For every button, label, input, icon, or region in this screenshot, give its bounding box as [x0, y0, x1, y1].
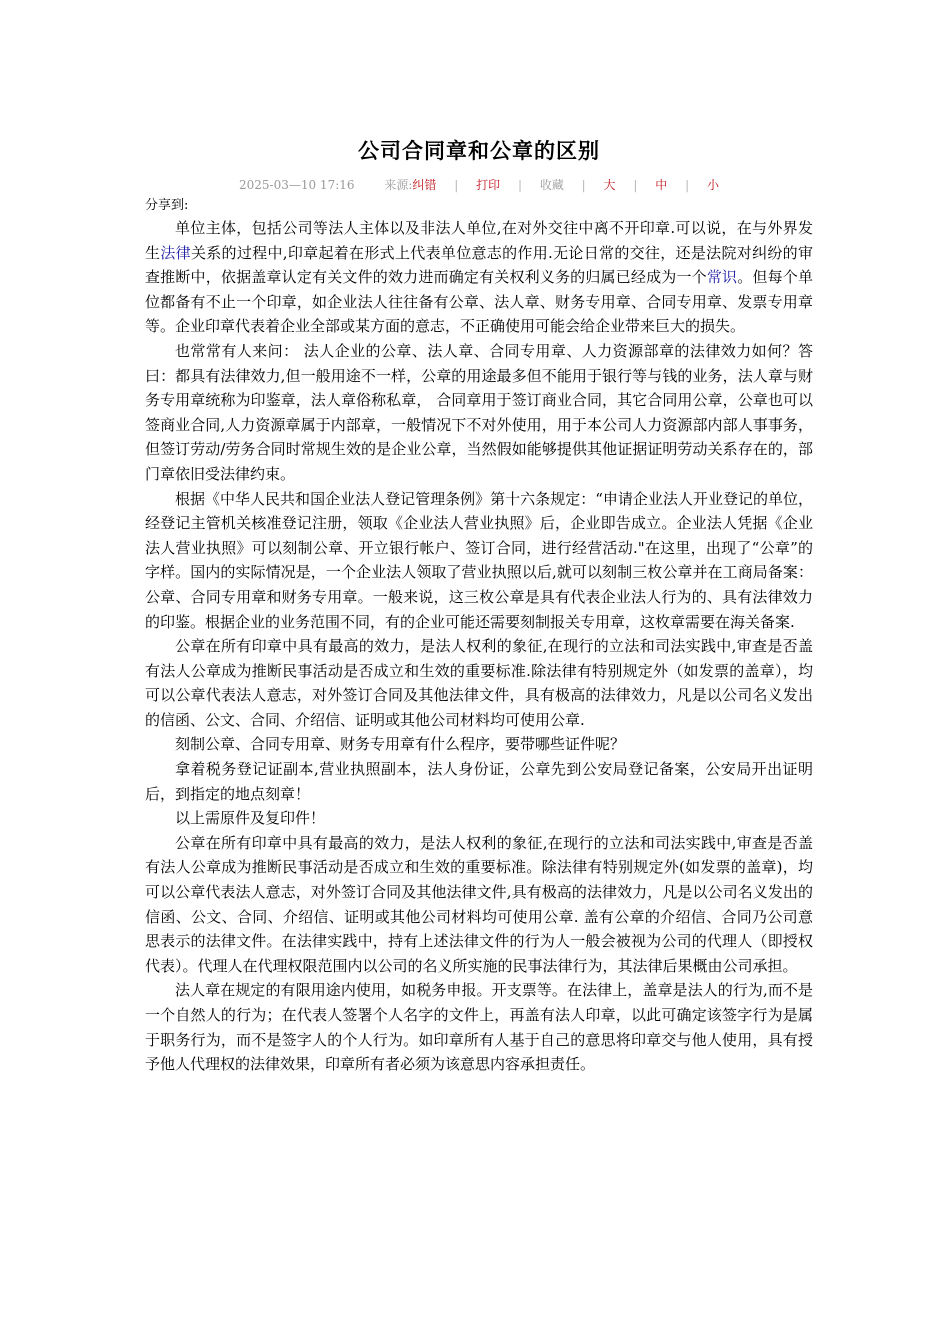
correction-link[interactable]: 纠错 — [412, 178, 437, 192]
font-small-link[interactable]: 小 — [706, 178, 719, 192]
article-page — [145, 136, 813, 1077]
article-body — [145, 216, 813, 1077]
paragraph: 以上需原件及复印件！ — [175, 809, 326, 828]
font-medium-link[interactable]: 中 — [655, 178, 668, 192]
meta-separator: | — [454, 178, 459, 192]
law-link[interactable]: 法律 — [160, 243, 191, 262]
source-label: 来源: — [384, 178, 413, 192]
print-link[interactable]: 打印 — [476, 178, 501, 192]
paragraph-text: 关系的过程中,印章起着在形式上代表单位意志的作用.无论日常的交往，还是法院对纠纷的审查推断中，依据盖章认定有关文件的效力进而确定有关权利义务的归属已经成为一个 — [145, 243, 813, 287]
article-meta — [145, 176, 813, 194]
meta-separator: | — [685, 178, 690, 192]
share-label: 分享到: — [145, 198, 189, 213]
meta-separator: | — [517, 178, 522, 192]
paragraph: 拿着税务登记证副本,营业执照副本，法人身份证，公章先到公安局登记备案，公安局开出证明后，到指定的地点刻章！ — [145, 760, 813, 803]
paragraph: 刻制公章、合同专用章、财务专用章有什么程序，要带哪些证件呢？ — [175, 735, 626, 754]
paragraph: 也常常有人来问： 法人企业的公章、法人章、合同专用章、人力资源部章的法律效力如何？答曰：都具有法律效力,但一般用途不一样，公章的用途最多但不能用于银行等与钱的业务，法人章与财务专用章统称为印鉴章，法人章俗称私章， 合同章用于签订商业合同，其它合同用公章，公章也可以签商业合同,人力资源章属于内部章，一般情况下不对外使用，用于本公司人力资源部内部人事事务，但签订劳动/劳务合同时常规生效的是企业公章，当然假如能够提供其他证据证明劳动关系存在的，部门章依旧受法律约束。 — [145, 341, 813, 483]
font-large-link[interactable]: 大 — [603, 178, 616, 192]
paragraph: 公章在所有印章中具有最高的效力，是法人权利的象征,在现行的立法和司法实践中,审查是否盖有法人公章成为推断民事活动是否成立和生效的重要标准.除法律有特别规定外（如发票的盖章），均可以公章代表法人意志，对外签订合同及其他法律文件，具有极高的法律效力，凡是以公司名义发出的信函、公文、合同、介绍信、证明或其他公司材料均可使用公章. — [145, 637, 813, 729]
paragraph: 根据《中华人民共和国企业法人登记管理条例》第十六条规定：“申请企业法人开业登记的单位，经登记主管机关核准登记注册，领取《企业法人营业执照》后，企业即告成立。企业法人凭据《企业法人营业执照》可以刻制公章、开立银行帐户、签订合同，进行经营活动."在这里，出现了“公章”的字样。国内的实际情况是，一个企业法人领取了营业执照以后,就可以刻制三枚公章并在工商局备案：公章、合同专用章和财务专用章。一般来说，这三枚公章是具有代表企业法人行为的、具有法律效力的印鉴。根据企业的业务范围不同，有的企业可能还需要刻制报关专用章，这枚章需要在海关备案. — [145, 489, 813, 631]
common-sense-link[interactable]: 常识 — [706, 268, 738, 287]
meta-separator: | — [633, 178, 638, 192]
paragraph — [145, 216, 813, 339]
paragraph-text: 。但每个单位都备有不止一个印章，如企业法人往往备有公章、法人章、财务专用章、合同专用章、发票专用章等。企业印章代表着企业全部或某方面的意志，不正确使用可能会给企业带来巨大的损失。 — [145, 268, 813, 336]
paragraph-text: 单位主体，包括公司等法人主体以及非法人单位,在对外交往中离不开印章.可以说，在与外界发生 — [145, 219, 813, 262]
article-title: 公司合同章和公章的区别 — [358, 139, 600, 163]
paragraph: 法人章在规定的有限用途内使用，如税务申报。开支票等。在法律上，盖章是法人的行为,而不是一个自然人的行为；在代表人签署个人名字的文件上，再盖有法人印章，以此可确定该签字行为是属于职务行为，而不是签字人的个人行为。如印章所有人基于自己的意思将印章交与他人使用，具有授予他人代理权的法律效果，印章所有者必须为该意思内容承担责任。 — [145, 981, 813, 1074]
favorite-link[interactable]: 收藏 — [539, 178, 564, 192]
publish-date: 2025-03—10 17:16 — [238, 178, 355, 192]
paragraph: 公章在所有印章中具有最高的效力，是法人权利的象征,在现行的立法和司法实践中,审查是否盖有法人公章成为推断民事活动是否成立和生效的重要标准。除法律有特别规定外(如发票的盖章)，均可以公章代表法人意志，对外签订合同及其他法律文件,具有极高的法律效力，凡是以公司名义发出的信函、公文、合同、介绍信、证明或其他公司材料均可使用公章. 盖有公章的介绍信、合同乃公司意思表示的法律文件。在法律实践中，持有上述法律文件的行为人一般会被视为公司的代理人（即授权代表）。代理人在代理权限范围内以公司的名义所实施的民事法律行为，其法律后果概由公司承担。 — [145, 833, 813, 975]
meta-separator: | — [581, 178, 586, 192]
